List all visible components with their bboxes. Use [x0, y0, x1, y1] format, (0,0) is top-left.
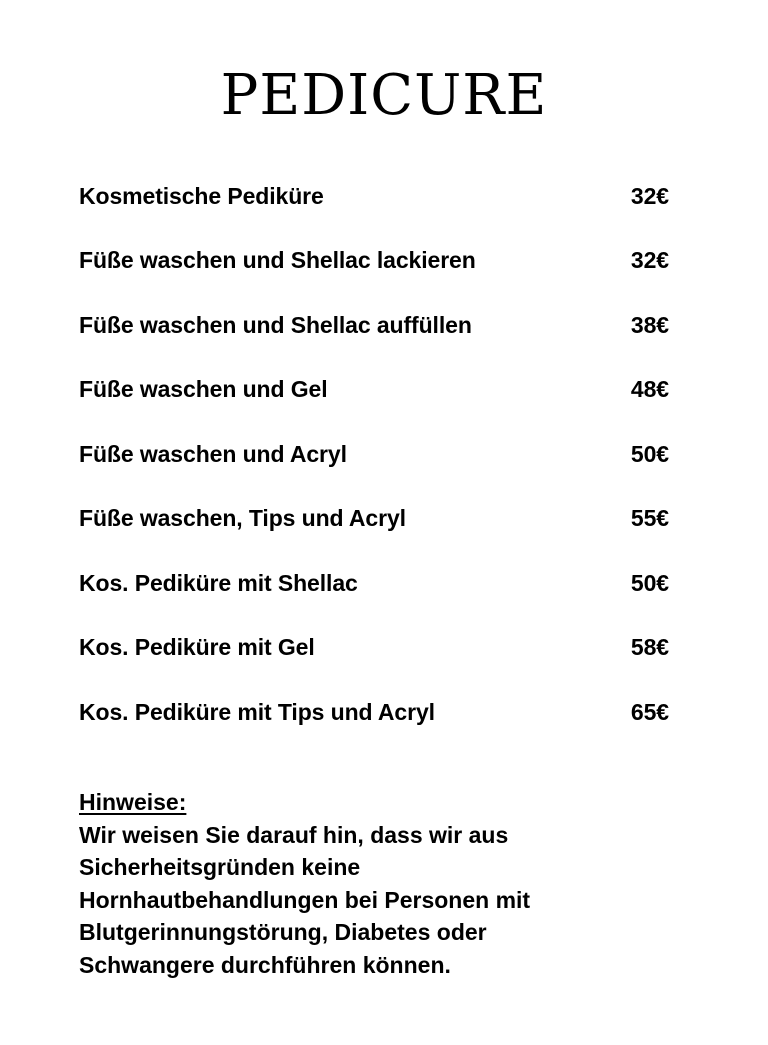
service-price: 32€	[630, 247, 669, 274]
notes-line: Hornhautbehandlungen bei Personen mit	[79, 886, 531, 913]
service-price: 58€	[630, 634, 669, 661]
service-name: Füße waschen und Gel	[79, 376, 328, 403]
service-name: Kosmetische Pediküre	[79, 182, 324, 209]
service-name: Füße waschen und Acryl	[79, 440, 347, 467]
service-name: Kos. Pediküre mit Gel	[79, 634, 315, 661]
price-row	[79, 680, 669, 745]
notes-section	[79, 786, 679, 981]
service-name: Füße waschen, Tips und Acryl	[79, 505, 406, 532]
service-price: 50€	[630, 569, 669, 596]
service-name: Füße waschen und Shellac auffüllen	[79, 311, 472, 338]
notes-line: Schwangere durchführen können.	[79, 951, 451, 978]
price-row	[79, 164, 669, 229]
service-price: 65€	[630, 698, 669, 725]
service-price: 32€	[630, 182, 669, 209]
price-row	[79, 551, 669, 616]
price-row	[79, 487, 669, 552]
price-row	[79, 358, 669, 423]
price-row	[79, 293, 669, 358]
service-name: Füße waschen und Shellac lackieren	[79, 247, 476, 274]
notes-heading: Hinweise:	[79, 789, 187, 815]
service-price: 55€	[630, 505, 669, 532]
service-price: 50€	[630, 440, 669, 467]
service-price: 38€	[630, 311, 669, 338]
price-row	[79, 422, 669, 487]
price-list	[79, 164, 669, 745]
page-title: PEDICURE	[220, 62, 548, 128]
service-name: Kos. Pediküre mit Tips und Acryl	[79, 698, 435, 725]
service-name: Kos. Pediküre mit Shellac	[79, 569, 358, 596]
notes-line: Wir weisen Sie darauf hin, dass wir aus	[79, 821, 509, 848]
notes-line: Blutgerinnungstörung, Diabetes oder	[79, 919, 487, 945]
service-price: 48€	[630, 376, 669, 403]
notes-line: Sicherheitsgründen keine	[79, 854, 361, 880]
price-row	[79, 616, 669, 681]
price-row	[79, 229, 669, 294]
